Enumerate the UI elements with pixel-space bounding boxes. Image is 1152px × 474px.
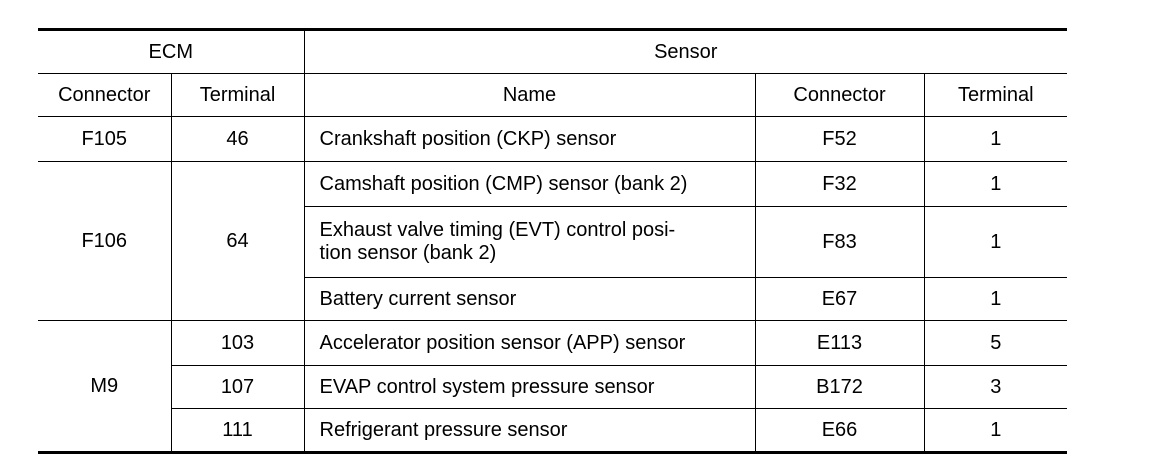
sensor-name-cell: Battery current sensor	[304, 278, 755, 321]
ecm-terminal-cell: 46	[171, 117, 304, 162]
sensor-terminal-cell: 1	[924, 409, 1067, 453]
sensor-name-cell: EVAP control system pressure sensor	[304, 366, 755, 409]
sensor-connector-cell: E67	[755, 278, 924, 321]
sensor-connector-cell: F83	[755, 207, 924, 278]
sensor-name-cell: Camshaft position (CMP) sensor (bank 2)	[304, 162, 755, 207]
ecm-terminal-cell: 103	[171, 321, 304, 366]
sensor-connector-cell: E113	[755, 321, 924, 366]
table-subheader-row	[38, 74, 1067, 117]
sensor-name-cell: Accelerator position sensor (APP) sensor	[304, 321, 755, 366]
sensor-terminal-cell: 1	[924, 207, 1067, 278]
table-row	[38, 409, 1067, 453]
table-row	[38, 366, 1067, 409]
ecm-terminal-cell: 107	[171, 366, 304, 409]
table-row	[38, 321, 1067, 366]
sensor-connector-cell: F52	[755, 117, 924, 162]
header-sensor: Sensor	[304, 30, 1067, 74]
sensor-name-cell	[304, 207, 755, 278]
header-ecm: ECM	[38, 30, 304, 74]
header-sensor-connector: Connector	[755, 74, 924, 117]
sensor-terminal-cell: 1	[924, 117, 1067, 162]
table-row	[38, 162, 1067, 207]
ecm-connector-cell: F105	[38, 117, 171, 162]
header-sensor-terminal: Terminal	[924, 74, 1067, 117]
sensor-name-cell: Refrigerant pressure sensor	[304, 409, 755, 453]
ecm-terminal-cell: 111	[171, 409, 304, 453]
sensor-terminal-cell: 3	[924, 366, 1067, 409]
sensor-terminal-cell: 5	[924, 321, 1067, 366]
ecm-connector-cell: F106	[38, 162, 171, 321]
sensor-connector-cell: B172	[755, 366, 924, 409]
sensor-name-cell: Crankshaft position (CKP) sensor	[304, 117, 755, 162]
header-ecm-terminal: Terminal	[171, 74, 304, 117]
table-row	[38, 117, 1067, 162]
sensor-name-line: Exhaust valve timing (EVT) control posi-	[319, 219, 676, 241]
sensor-terminal-cell: 1	[924, 162, 1067, 207]
sensor-terminal-cell: 1	[924, 278, 1067, 321]
sensor-connector-cell: F32	[755, 162, 924, 207]
ecm-sensor-connection-table	[38, 28, 1067, 454]
sensor-connector-cell: E66	[755, 409, 924, 453]
sensor-name-line: tion sensor (bank 2)	[319, 242, 497, 264]
header-ecm-connector: Connector	[38, 74, 171, 117]
ecm-terminal-cell: 64	[171, 162, 304, 321]
ecm-connector-cell: M9	[38, 321, 171, 453]
header-sensor-name: Name	[304, 74, 755, 117]
table-header-row	[38, 30, 1067, 74]
